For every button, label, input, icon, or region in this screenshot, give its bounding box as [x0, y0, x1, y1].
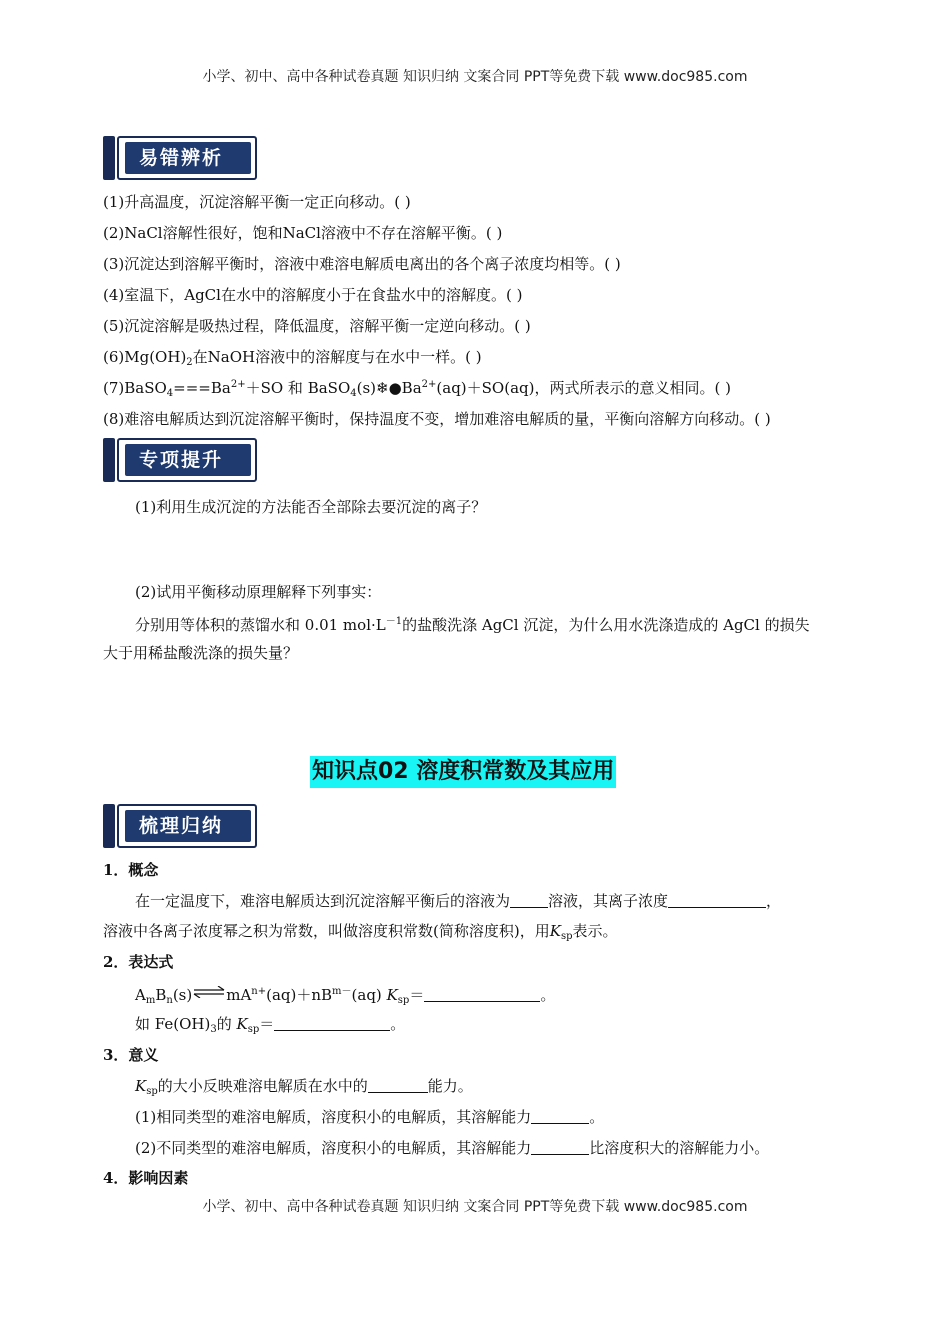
- banner-label: 易错辨析: [125, 142, 251, 174]
- banner-bar: [103, 804, 115, 848]
- ex-r2-sup: m－: [332, 986, 352, 997]
- e7-b: ===Ba: [173, 379, 231, 397]
- special-q2: (2)试用平衡移动原理解释下列事实：: [135, 583, 382, 601]
- heading-meaning: 3．意义: [103, 1046, 159, 1064]
- ex-eq: ＝: [409, 986, 425, 1004]
- fe-a: 如 Fe(OH): [135, 1015, 211, 1033]
- section-banner-summary: [103, 804, 255, 848]
- ex-r3: (aq): [351, 986, 387, 1004]
- error-item-7: [103, 377, 731, 399]
- banner-label: 专项提升: [125, 444, 251, 476]
- concept-line-2: [103, 920, 618, 942]
- meaning-line-2: [135, 1106, 604, 1127]
- ksp-sub: sp: [247, 1024, 260, 1035]
- banner-bar: [103, 136, 115, 180]
- p1c: ，: [766, 892, 782, 910]
- meaning-line-3: [135, 1137, 769, 1158]
- m2b: 。: [589, 1108, 605, 1126]
- q2-l1-a: 分别用等体积的蒸馏水和 0.01 mol·L: [135, 616, 386, 634]
- ex-r2: (aq)＋nB: [266, 986, 333, 1004]
- section-title: 知识点02 溶度积常数及其应用: [310, 756, 616, 788]
- blank: [274, 1016, 390, 1031]
- fe-end: 。: [390, 1015, 406, 1033]
- e7-e: (aq)＋SO(aq)，两式所表示的意义相同。( ): [436, 379, 731, 397]
- concept-line-1: [135, 890, 781, 911]
- special-q2-line2: 大于用稀盐酸洗涤的损失量？: [103, 644, 299, 662]
- error-item-6-sub: 2: [186, 357, 193, 368]
- banner-bar: [103, 438, 115, 482]
- e7-d-sup: 2+: [421, 379, 437, 390]
- error-item-5: (5)沉淀溶解是吸热过程，降低温度，溶解平衡一定逆向移动。( ): [103, 317, 531, 335]
- blank: [368, 1078, 428, 1093]
- error-item-8: (8)难溶电解质达到沉淀溶解平衡时，保持温度不变，增加难溶电解质的量，平衡向溶解方向移动。( ): [103, 410, 771, 428]
- q2-l1-b: 的盐酸洗涤 AgCl 沉淀，为什么用水洗涤造成的 AgCl 的损失: [402, 616, 810, 634]
- ksp-sub: sp: [397, 995, 410, 1006]
- p1a: 在一定温度下，难溶电解质达到沉淀溶解平衡后的溶液为: [135, 892, 511, 910]
- ex-r1: mA: [226, 986, 252, 1004]
- meaning-line-1: [135, 1075, 473, 1097]
- m2a: (1)相同类型的难溶电解质，溶度积小的电解质，其溶解能力: [135, 1108, 532, 1126]
- e7-c: ＋SO 和 BaSO: [245, 379, 351, 397]
- m1: 的大小反映难溶电解质在水中的: [157, 1077, 368, 1095]
- m3a: (2)不同类型的难溶电解质，溶度积小的电解质，其溶解能力: [135, 1139, 532, 1157]
- error-item-6-b: 在NaOH溶液中的溶解度与在水中一样。( ): [192, 348, 482, 366]
- blank: [531, 1140, 589, 1155]
- ex-A: A: [135, 986, 146, 1004]
- ex-B: B: [155, 986, 167, 1004]
- ksp-sub: sp: [146, 1086, 158, 1097]
- e7-b-sup: 2+: [230, 379, 246, 390]
- fe-example-line: [135, 1013, 405, 1035]
- section-banner-errors: [103, 136, 255, 180]
- m1b: 能力。: [427, 1077, 473, 1095]
- heading-factors: 4．影响因素: [103, 1169, 189, 1187]
- error-item-2: (2)NaCl溶解性很好，饱和NaCl溶液中不存在溶解平衡。( ): [103, 224, 503, 242]
- fe-b: 的: [216, 1015, 237, 1033]
- special-q1: (1)利用生成沉淀的方法能否全部除去要沉淀的离子？: [135, 498, 487, 516]
- heading-expression: 2．表达式: [103, 953, 174, 971]
- e7-d: (s)❄●Ba: [356, 379, 422, 397]
- e7-a-sub: 4: [166, 388, 174, 399]
- equilibrium-arrow-icon: [192, 986, 226, 998]
- special-q2-line1: [135, 612, 810, 635]
- p1b: 溶液，其离子浓度: [548, 892, 669, 910]
- page-footer: 小学、初中、高中各种试卷真题 知识归纳 文案合同 PPT等免费下载 www.doc985.com: [202, 1199, 748, 1215]
- p1d: 溶液中各离子浓度幂之积为常数，叫做溶度积常数(简称溶度积)，用: [103, 922, 550, 940]
- error-item-3: (3)沉淀达到溶解平衡时，溶液中难溶电解质电离出的各个离子浓度均相等。( ): [103, 255, 621, 273]
- e7-c-sub: 4: [350, 388, 357, 399]
- banner-frame: [117, 804, 257, 848]
- m3b: 比溶度积大的溶解能力小。: [589, 1139, 770, 1157]
- ex-end: 。: [540, 986, 556, 1004]
- p1e: 表示。: [572, 922, 618, 940]
- page-header: 小学、初中、高中各种试卷真题 知识归纳 文案合同 PPT等免费下载 www.doc985.com: [202, 69, 748, 85]
- error-item-6: [103, 346, 482, 368]
- heading-concept: 1．概念: [103, 861, 159, 879]
- ksp-k: K: [549, 922, 561, 940]
- section-banner-special: [103, 438, 255, 482]
- fe-sub: 3: [210, 1024, 217, 1035]
- banner-frame: [117, 438, 257, 482]
- ex-s: (s): [172, 986, 193, 1004]
- ex-n: n: [166, 995, 173, 1006]
- ksp-k: K: [236, 1015, 248, 1033]
- q2-l1-sup: －1: [385, 616, 403, 627]
- error-item-4: (4)室温下，AgCl在水中的溶解度小于在食盐水中的溶解度。( ): [103, 286, 523, 304]
- ksp-sub: sp: [560, 931, 573, 942]
- blank: [424, 987, 540, 1002]
- banner-label: 梳理归纳: [125, 810, 251, 842]
- banner-frame: [117, 136, 257, 180]
- ex-m: m: [145, 995, 156, 1006]
- blank: [510, 893, 548, 908]
- ksp-k: K: [135, 1077, 147, 1095]
- error-item-1: (1)升高温度，沉淀溶解平衡一定正向移动。( ): [103, 193, 411, 211]
- blank: [531, 1109, 589, 1124]
- ex-r1-sup: n+: [251, 986, 267, 997]
- blank: [668, 893, 766, 908]
- e7-a: (7)BaSO: [103, 379, 167, 397]
- fe-eq: ＝: [259, 1015, 275, 1033]
- expression-line: [135, 982, 555, 1006]
- error-item-6-a: (6)Mg(OH): [103, 348, 187, 366]
- ksp-k: K: [386, 986, 398, 1004]
